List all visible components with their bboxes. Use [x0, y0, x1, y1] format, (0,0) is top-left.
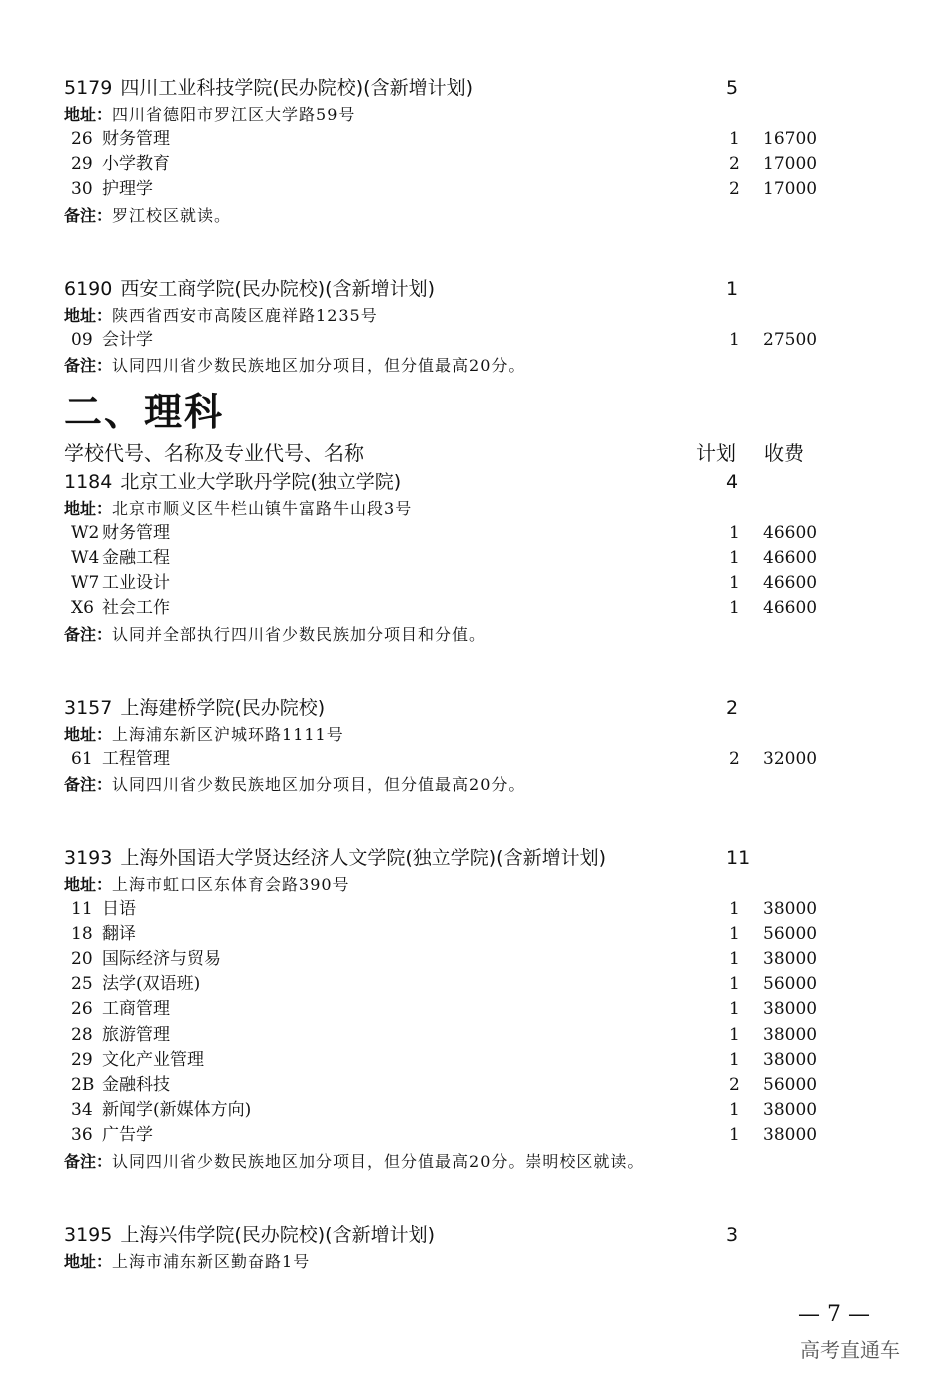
school-plan: 1: [726, 277, 739, 300]
school-spacer: [64, 797, 884, 844]
school-name: 北京工业大学耿丹学院(独立学院): [120, 470, 402, 493]
school-header: [64, 74, 884, 102]
school-block: [64, 74, 884, 228]
address-label: 地址：: [64, 1251, 113, 1271]
major-row: [64, 997, 884, 1022]
watermark: 高考直通车: [800, 1338, 900, 1362]
school-plan: 3: [726, 1223, 739, 1246]
major-fee: 17000: [763, 179, 818, 200]
major-fee: 32000: [763, 748, 818, 769]
address-label: 地址：: [64, 305, 113, 325]
school-address: [64, 303, 884, 328]
school-block: [64, 694, 884, 797]
major-name: 金融科技: [102, 1075, 170, 1095]
major-code: 36: [71, 1125, 93, 1146]
major-row: [64, 152, 884, 177]
major-fee: 38000: [763, 1024, 818, 1045]
school-note: [64, 353, 884, 378]
major-row: [64, 897, 884, 922]
major-plan: 2: [729, 179, 740, 200]
school-plan: 2: [726, 696, 739, 719]
note-text: 认同并全部执行四川省少数民族加分项目和分值。: [112, 624, 487, 644]
major-fee: 56000: [763, 974, 818, 995]
address-label: 地址：: [64, 498, 113, 518]
major-row: [64, 1073, 884, 1098]
note-text: 罗江校区就读。: [112, 205, 232, 225]
school-plan: 11: [726, 846, 751, 869]
major-plan: 1: [729, 547, 740, 568]
major-name: 财务管理: [102, 129, 170, 149]
address-text: 上海市浦东新区勤奋路1号: [112, 1251, 311, 1271]
school-block: [64, 275, 884, 378]
major-fee: 16700: [763, 129, 818, 149]
major-fee: 56000: [763, 923, 818, 944]
major-code: W2: [71, 522, 100, 543]
school-block: [64, 1221, 884, 1274]
major-plan: 1: [729, 1100, 740, 1121]
school-address: [64, 1249, 884, 1274]
column-header-fee: 收费: [764, 440, 804, 465]
major-name: 工商管理: [102, 999, 170, 1020]
note-label: 备注：: [64, 205, 113, 225]
school-header: [64, 1221, 884, 1249]
document-page: [64, 74, 884, 1274]
major-name: 社会工作: [102, 598, 170, 619]
school-address: [64, 102, 884, 127]
major-row: [64, 1023, 884, 1048]
major-code: 25: [71, 974, 93, 995]
section-title: 二、理科: [64, 389, 225, 434]
school-code: 1184: [64, 470, 113, 493]
major-row: [64, 596, 884, 621]
major-name: 工业设计: [102, 573, 170, 594]
major-fee: 38000: [763, 999, 818, 1020]
school-header: [64, 694, 884, 722]
school-note: [64, 772, 884, 797]
school-code: 3195: [64, 1223, 113, 1246]
major-row: [64, 972, 884, 997]
major-code: W4: [71, 547, 100, 568]
address-label: 地址：: [64, 724, 113, 744]
major-plan: 1: [729, 522, 740, 543]
major-fee: 46600: [763, 573, 818, 594]
school-address: [64, 872, 884, 897]
major-row: [64, 747, 884, 772]
major-code: 26: [71, 129, 93, 149]
major-code: 09: [71, 329, 93, 350]
major-code: 11: [71, 898, 93, 919]
major-plan: 1: [729, 598, 740, 619]
major-code: 18: [71, 923, 93, 944]
note-label: 备注：: [64, 1151, 113, 1171]
school-header: [64, 844, 884, 872]
school-spacer: [64, 1174, 884, 1221]
major-row: [64, 127, 884, 152]
address-text: 上海市虹口区东体育会路390号: [112, 874, 350, 894]
major-name: 会计学: [102, 329, 153, 350]
school-spacer: [64, 647, 884, 694]
major-fee: 56000: [763, 1075, 818, 1095]
major-name: 金融工程: [102, 547, 170, 568]
note-label: 备注：: [64, 774, 113, 794]
major-plan: 1: [729, 923, 740, 944]
column-header-row: [64, 438, 884, 468]
major-code: 29: [71, 154, 93, 175]
major-plan: 2: [729, 748, 740, 769]
major-row: [64, 571, 884, 596]
school-block: [64, 468, 884, 647]
major-code: X6: [71, 598, 94, 619]
major-plan: 1: [729, 949, 740, 970]
major-fee: 46600: [763, 522, 818, 543]
column-header-name: 学校代号、名称及专业代号、名称: [64, 440, 364, 465]
major-fee: 38000: [763, 1049, 818, 1070]
major-name: 新闻学(新媒体方向): [102, 1100, 252, 1121]
major-plan: 1: [729, 1125, 740, 1146]
school-note: [64, 622, 884, 647]
school-name: 上海外国语大学贤达经济人文学院(独立学院)(含新增计划): [120, 846, 607, 869]
major-code: 30: [71, 179, 93, 200]
school-note: [64, 1149, 884, 1174]
major-row: [64, 1098, 884, 1123]
school-header: [64, 275, 884, 303]
major-row: [64, 1123, 884, 1148]
note-text: 认同四川省少数民族地区加分项目，但分值最高20分。: [112, 355, 526, 375]
major-name: 广告学: [102, 1125, 153, 1146]
major-fee: 17000: [763, 154, 818, 175]
school-list-arts-continued: [64, 74, 884, 378]
school-code: 3193: [64, 846, 113, 869]
major-row: [64, 521, 884, 546]
major-plan: 1: [729, 573, 740, 594]
note-label: 备注：: [64, 355, 113, 375]
major-name: 翻译: [102, 923, 136, 944]
major-code: 28: [71, 1024, 93, 1045]
school-code: 3157: [64, 696, 113, 719]
major-plan: 2: [729, 154, 740, 175]
major-row: [64, 947, 884, 972]
address-text: 陕西省西安市高陵区鹿祥路1235号: [112, 305, 378, 325]
school-name: 上海兴伟学院(民办院校)(含新增计划): [120, 1223, 436, 1246]
school-name: 四川工业科技学院(民办院校)(含新增计划): [120, 77, 474, 99]
major-code: 20: [71, 949, 93, 970]
major-row: [64, 177, 884, 202]
note-text: 认同四川省少数民族地区加分项目，但分值最高20分。崇明校区就读。: [112, 1151, 645, 1171]
major-plan: 1: [729, 129, 740, 149]
major-name: 护理学: [102, 179, 153, 200]
major-row: [64, 922, 884, 947]
major-plan: 1: [729, 1024, 740, 1045]
major-code: 29: [71, 1049, 93, 1070]
major-name: 文化产业管理: [102, 1049, 204, 1070]
school-spacer: [64, 228, 884, 275]
school-name: 上海建桥学院(民办院校): [120, 696, 326, 719]
school-code: 5179: [64, 77, 113, 99]
major-fee: 38000: [763, 1125, 818, 1146]
major-fee: 46600: [763, 598, 818, 619]
major-plan: 1: [729, 898, 740, 919]
major-fee: 38000: [763, 898, 818, 919]
address-text: 四川省德阳市罗江区大学路59号: [112, 105, 356, 124]
address-text: 北京市顺义区牛栏山镇牛富路牛山段3号: [112, 498, 413, 518]
major-fee: 38000: [763, 949, 818, 970]
school-address: [64, 722, 884, 747]
school-block: [64, 844, 884, 1174]
school-code: 6190: [64, 277, 113, 300]
school-list-science: [64, 468, 884, 1274]
note-label: 备注：: [64, 624, 113, 644]
school-header: [64, 468, 884, 496]
major-name: 小学教育: [102, 154, 170, 175]
major-name: 国际经济与贸易: [102, 949, 221, 970]
major-name: 工程管理: [102, 748, 170, 769]
major-name: 财务管理: [102, 522, 170, 543]
major-code: W7: [71, 573, 100, 594]
major-plan: 1: [729, 1049, 740, 1070]
note-text: 认同四川省少数民族地区加分项目，但分值最高20分。: [112, 774, 526, 794]
major-name: 日语: [102, 898, 136, 919]
major-row: [64, 328, 884, 353]
page-number: — 7 —: [798, 1302, 870, 1327]
major-code: 61: [71, 748, 93, 769]
major-fee: 27500: [763, 329, 818, 350]
major-plan: 2: [729, 1075, 740, 1095]
address-label: 地址：: [64, 874, 113, 894]
major-code: 2B: [71, 1075, 95, 1095]
address-label: 地址：: [64, 105, 113, 124]
major-fee: 46600: [763, 547, 818, 568]
school-address: [64, 496, 884, 521]
column-header-plan: 计划: [696, 440, 736, 465]
major-row: [64, 1048, 884, 1073]
major-fee: 38000: [763, 1100, 818, 1121]
school-plan: 5: [726, 77, 739, 99]
major-name: 旅游管理: [102, 1024, 170, 1045]
major-plan: 1: [729, 329, 740, 350]
school-plan: 4: [726, 470, 739, 493]
address-text: 上海浦东新区沪城环路1111号: [112, 724, 344, 744]
school-name: 西安工商学院(民办院校)(含新增计划): [120, 277, 436, 300]
major-row: [64, 546, 884, 571]
major-plan: 1: [729, 974, 740, 995]
major-name: 法学(双语班): [102, 974, 201, 995]
major-plan: 1: [729, 999, 740, 1020]
major-code: 34: [71, 1100, 93, 1121]
major-code: 26: [71, 999, 93, 1020]
school-note: [64, 203, 884, 228]
